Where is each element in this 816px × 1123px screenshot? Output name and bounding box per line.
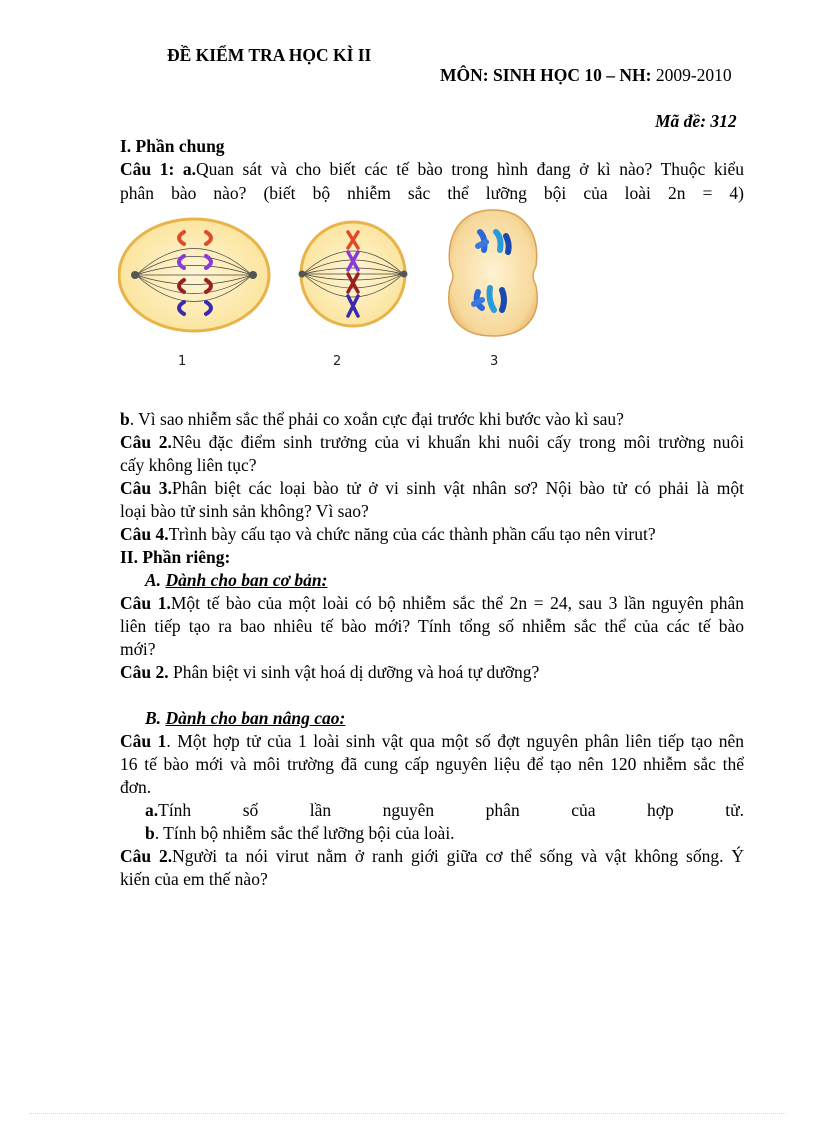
- a-q1-line1: [120, 592, 744, 615]
- q2-line1: [120, 431, 744, 454]
- q3-text1: Phân biệt các loại bào tử ở vi sinh vật nhân sơ? Nội bào tử có phải là một: [171, 478, 745, 498]
- a-q1-label: Câu 1.: [120, 593, 171, 613]
- figure-label-3: 3: [490, 354, 499, 369]
- subject-line: [440, 64, 732, 87]
- b-q2-text1: Người ta nói virut nằm ở ranh giới giữa cơ thể sống và vật không sống. Ý: [172, 846, 744, 866]
- exam-code: Mã đề: 312: [655, 111, 737, 131]
- section-a-heading: [145, 569, 328, 592]
- b-q1-b-text: . Tính bộ nhiễm sắc thể lưỡng bội của loài.: [154, 823, 455, 843]
- a-q2-line1: [120, 661, 744, 684]
- cell-figure-svg: [118, 208, 558, 368]
- b-q1-b: [145, 822, 744, 845]
- a-q2-label: Câu 2.: [120, 662, 169, 682]
- q1-label: Câu 1:: [120, 159, 175, 179]
- b-q1-line2: 16 tế bào mới và môi trường đã cung cấp nguyên liệu để tạo nên 120 nhiễm sắc thể: [120, 754, 744, 774]
- figure-label-1: 1: [178, 354, 187, 369]
- b-q1-label: Câu 1: [120, 731, 167, 751]
- cell-1-anaphase: [119, 219, 269, 331]
- school-year: 2009-2010: [655, 65, 732, 85]
- section-b-title: Dành cho ban nâng cao:: [165, 708, 346, 728]
- q1-b-text: . Vì sao nhiễm sắc thể phải co xoắn cực đại trước khi bước vào kì sau?: [129, 409, 624, 429]
- q4-text1: Trình bày cấu tạo và chức năng của các thành phần cấu tạo nên virut?: [168, 524, 656, 544]
- a-q1-line2: liên tiếp tạo ra bao nhiêu tế bào mới? Tính tổng số nhiễm sắc thể của các tế bào: [120, 616, 744, 636]
- part1-heading: I. Phần chung: [120, 136, 225, 156]
- cell-3-telophase: [449, 210, 537, 336]
- q4-label: Câu 4.: [120, 524, 169, 544]
- q2-line2: cấy không liên tục?: [120, 455, 257, 475]
- exam-title: ĐỀ KIỂM TRA HỌC KÌ II: [167, 45, 372, 65]
- q3-line1: [120, 477, 744, 500]
- b-q2-line1: [120, 845, 744, 868]
- section-b-prefix: B.: [145, 708, 162, 728]
- q1-text1: Quan sát và cho biết các tế bào trong hình đang ở kì nào? Thuộc kiểu: [196, 159, 745, 179]
- b-q1-a-label: a.: [145, 800, 159, 820]
- q4-line1: [120, 523, 744, 546]
- subject-label: MÔN: SINH HỌC 10 – NH:: [440, 65, 652, 85]
- section-a-title: Dành cho ban cơ bản:: [165, 570, 328, 590]
- cell-2-metaphase: [299, 208, 408, 326]
- q1-line2: phân bào nào? (biết bộ nhiễm sắc thể lưỡng bội của loài 2n = 4): [120, 183, 744, 203]
- q2-text1: Nêu đặc điểm sinh trưởng của vi khuẩn khi nuôi cấy trong môi trường nuôi: [171, 432, 744, 452]
- b-q2-line2: kiến của em thế nào?: [120, 869, 268, 889]
- a-q1-line3: mới?: [120, 639, 156, 659]
- q2-label: Câu 2.: [120, 432, 172, 452]
- b-q2-label: Câu 2.: [120, 846, 173, 866]
- page-bottom-rule: [30, 1113, 786, 1114]
- b-q1-line1: [120, 730, 744, 753]
- b-q1-a: [145, 799, 744, 822]
- a-q1-text1: Một tế bào của một loài có bộ nhiễm sắc thể 2n = 24, sau 3 lần nguyên phân: [170, 593, 744, 613]
- b-q1-text1: . Một hợp tử của 1 loài sinh vật qua một số đợt nguyên phân liên tiếp tạo nên: [166, 731, 744, 751]
- b-q1-b-label: b: [145, 823, 155, 843]
- section-b-heading: [145, 707, 345, 730]
- q1-line1: [120, 158, 744, 181]
- cell-division-figures: [118, 208, 558, 368]
- a-q2-text1: Phân biệt vi sinh vật hoá dị dưỡng và hoá tự dưỡng?: [168, 662, 540, 682]
- figure-label-2: 2: [333, 354, 342, 369]
- q1-a-label: a.: [182, 159, 197, 179]
- q3-line2: loại bào tử sinh sản không? Vì sao?: [120, 501, 369, 521]
- q3-label: Câu 3.: [120, 478, 172, 498]
- section-a-prefix: A.: [145, 570, 162, 590]
- q1-b: [120, 408, 744, 431]
- q1-b-label: b: [120, 409, 130, 429]
- part2-heading: II. Phần riêng:: [120, 547, 231, 567]
- b-q1-line3: đơn.: [120, 777, 152, 797]
- b-q1-a-text: Tính số lần nguyên phân của hợp tử.: [158, 800, 744, 820]
